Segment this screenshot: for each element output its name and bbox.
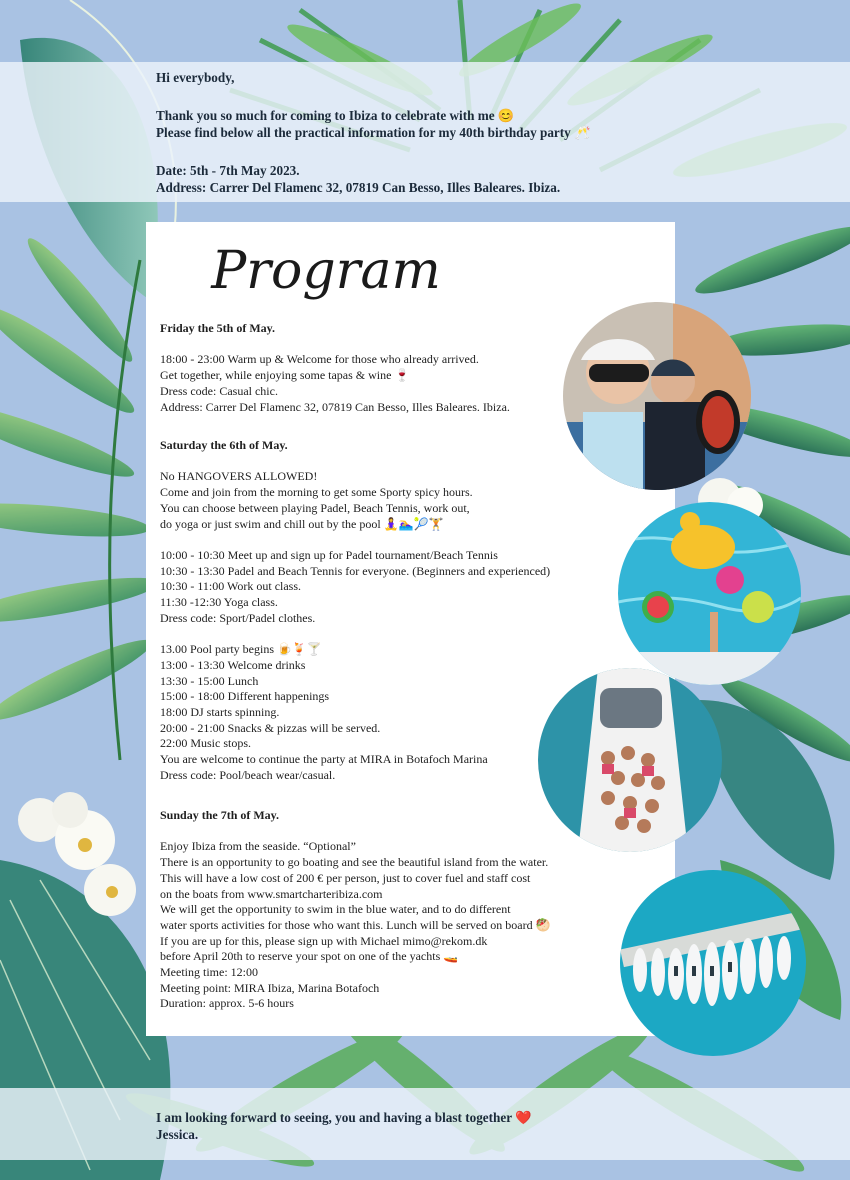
event-address: Address: Carrer Del Flamenc 32, 07819 Can Besso, Illes Baleares. Ibiza. bbox=[156, 180, 561, 195]
saturday-intro-line: do yoga or just swim and chill out by the pool 🧘‍♀️🏊‍♀️🎾🏋️ bbox=[160, 516, 444, 531]
friday-section bbox=[160, 321, 510, 415]
sunday-line: This will have a low cost of 200 € per person, just to cover fuel and staff cost bbox=[160, 870, 531, 885]
saturday-schedule-line: 10:00 - 10:30 Meet up and sign up for Padel tournament/Beach Tennis bbox=[160, 547, 498, 562]
saturday-schedule-line: Dress code: Sport/Padel clothes. bbox=[160, 610, 316, 625]
friday-line: Get together, while enjoying some tapas & wine 🍷 bbox=[160, 368, 410, 383]
pool-party-line: Dress code: Pool/beach wear/casual. bbox=[160, 767, 336, 782]
saturday-intro-line: You can choose between playing Padel, Beach Tennis, work out, bbox=[160, 500, 470, 515]
sunday-section bbox=[160, 808, 551, 1012]
sunday-line: Meeting time: 12:00 bbox=[160, 965, 258, 980]
signature: Jessica. bbox=[156, 1127, 199, 1142]
pool-party-line: 13:30 - 15:00 Lunch bbox=[160, 673, 259, 688]
saturday-intro-line: No HANGOVERS ALLOWED! bbox=[160, 469, 318, 484]
program-title-text: Program bbox=[211, 241, 441, 301]
event-date: Date: 5th - 7th May 2023. bbox=[156, 163, 300, 178]
info-line: Please find below all the practical information for my 40th birthday party 🥂 bbox=[156, 125, 591, 140]
sunday-line: before April 20th to reserve your spot on one of the yachts 🚤 bbox=[160, 949, 459, 964]
pool-party-line: 13:00 - 13:30 Welcome drinks bbox=[160, 657, 306, 672]
friday-line: Dress code: Casual chic. bbox=[160, 383, 278, 398]
thanks-line: Thank you so much for coming to Ibiza to celebrate with me 😊 bbox=[156, 108, 515, 123]
pool-party-line: 20:00 - 21:00 Snacks & pizzas will be served. bbox=[160, 720, 381, 735]
pool-party-line: 15:00 - 18:00 Different happenings bbox=[160, 689, 330, 704]
friday-line: Address: Carrer Del Flamenc 32, 07819 Can Besso, Illes Baleares. Ibiza. bbox=[160, 399, 510, 414]
sunday-line: There is an opportunity to go boating and see the beautiful island from the water. bbox=[160, 855, 549, 870]
friday-heading: Friday the 5th of May. bbox=[160, 321, 275, 335]
sunday-heading: Sunday the 7th of May. bbox=[160, 808, 280, 822]
greeting: Hi everybody, bbox=[156, 70, 235, 85]
saturday-section bbox=[160, 438, 550, 783]
saturday-schedule-line: 10:30 - 11:00 Work out class. bbox=[160, 579, 302, 594]
sunday-line: Enjoy Ibiza from the seaside. “Optional” bbox=[160, 839, 356, 854]
saturday-intro-line: Come and join from the morning to get some Sporty spicy hours. bbox=[160, 485, 473, 500]
sunday-line: water sports activities for those who want this. Lunch will be served on board 🥙 bbox=[160, 917, 551, 932]
pool-party-line: 13.00 Pool party begins 🍺🍹🍸 bbox=[160, 642, 322, 657]
pool-party-photo bbox=[618, 502, 801, 685]
pool-party-line: 22:00 Music stops. bbox=[160, 736, 252, 751]
saturday-schedule-line: 10:30 - 13:30 Padel and Beach Tennis for everyone. (Beginners and experienced) bbox=[160, 563, 551, 578]
sunday-line: If you are up for this, please sign up with Michael mimo@rekom.dk bbox=[160, 933, 488, 948]
sunday-line: Meeting point: MIRA Ibiza, Marina Botafoch bbox=[160, 980, 380, 995]
sunday-line: on the boats from www.smartcharteribiza.com bbox=[160, 886, 383, 901]
padel-friends-photo bbox=[563, 302, 751, 490]
friday-line: 18:00 - 23:00 Warm up & Welcome for those who already arrived. bbox=[160, 352, 479, 367]
saturday-schedule-line: 11:30 -12:30 Yoga class. bbox=[160, 595, 278, 609]
program-title bbox=[146, 228, 506, 308]
pool-party-line: You are welcome to continue the party at MIRA in Botafoch Marina bbox=[160, 752, 488, 767]
yachts-aerial-photo bbox=[620, 870, 806, 1056]
sunday-line: We will get the opportunity to swim in the blue water, and to do different bbox=[160, 902, 511, 917]
boat-party-photo bbox=[538, 668, 722, 852]
pool-party-line: 18:00 DJ starts spinning. bbox=[160, 704, 280, 719]
closing-line: I am looking forward to seeing, you and having a blast together ❤️ bbox=[156, 1110, 532, 1125]
sunday-line: Duration: approx. 5-6 hours bbox=[160, 996, 294, 1011]
saturday-heading: Saturday the 6th of May. bbox=[160, 438, 288, 452]
